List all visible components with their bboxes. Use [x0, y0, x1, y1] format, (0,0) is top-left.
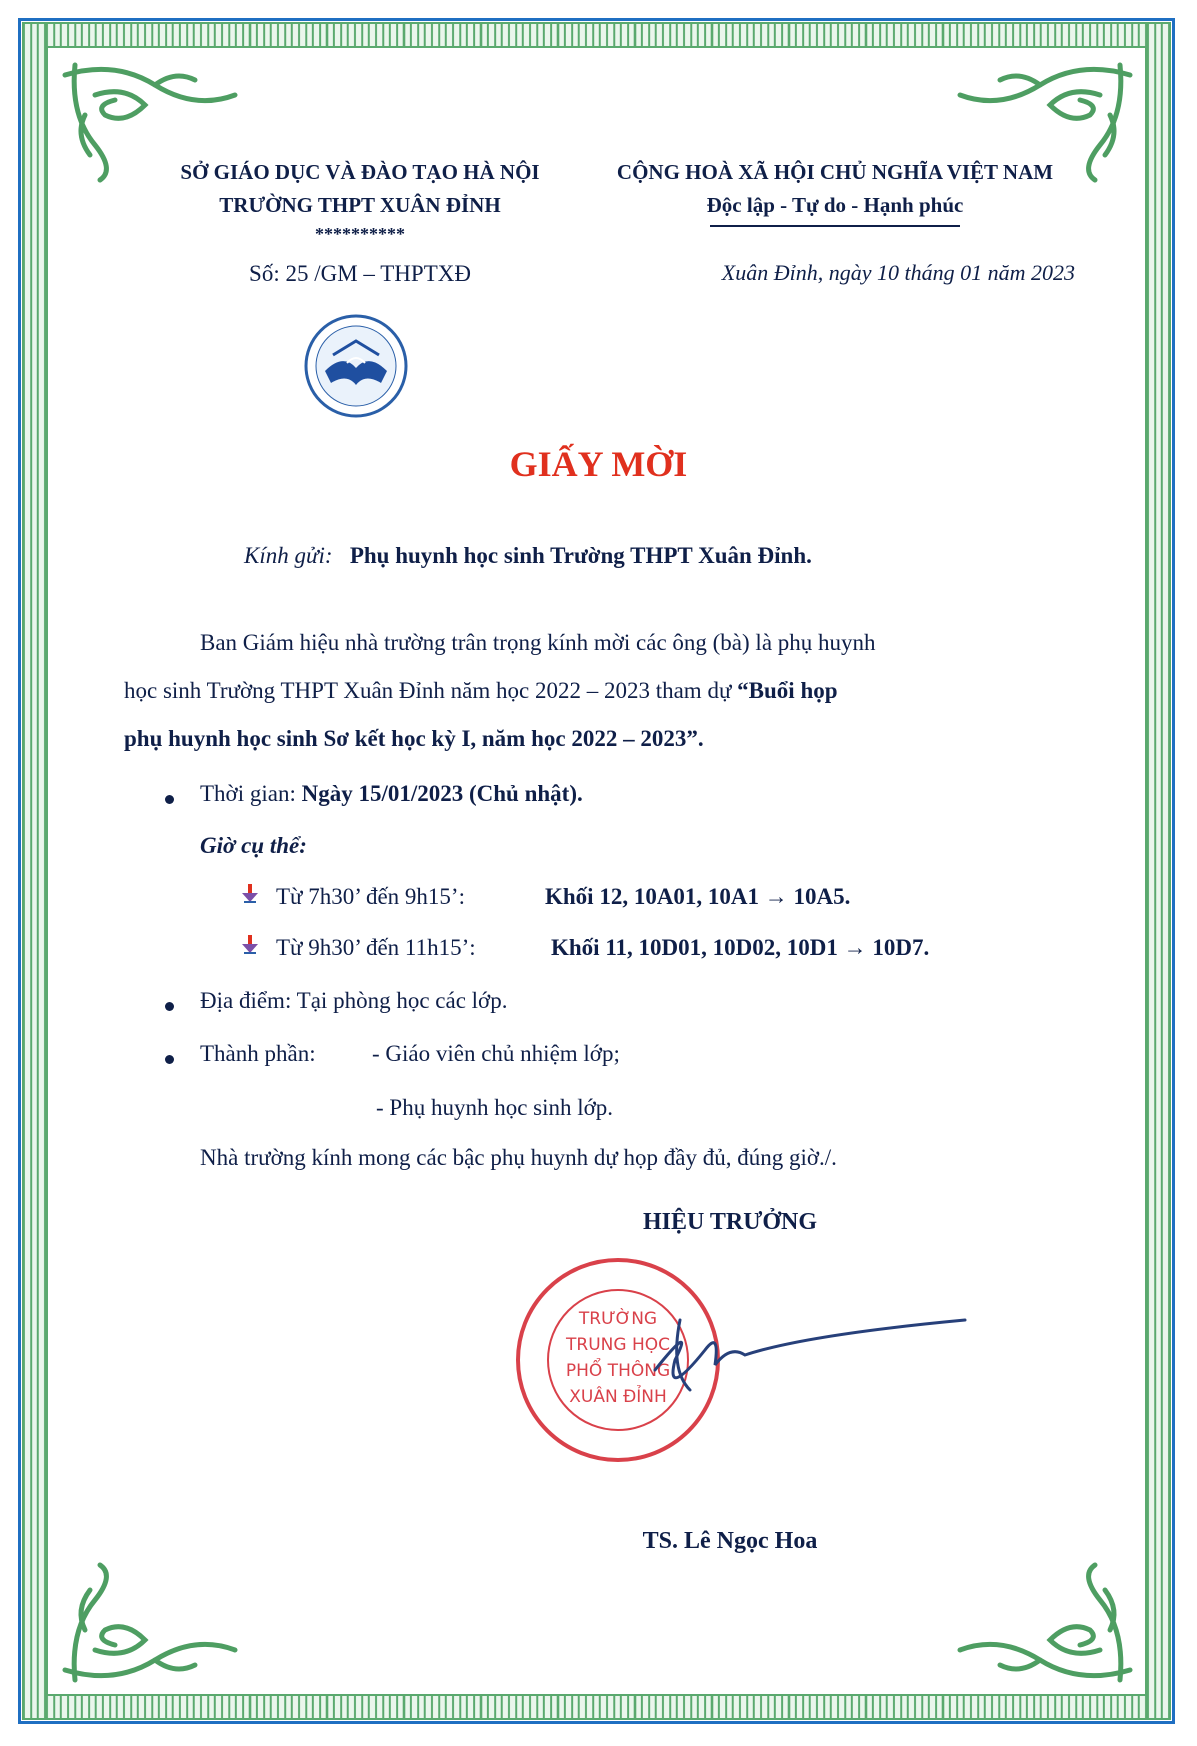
time-detail-label: Giờ cụ thể: — [200, 833, 307, 858]
header-stars: ********** — [315, 224, 405, 244]
country-name: CỘNG HOÀ XÃ HỘI CHỦ NGHĨA VIỆT NAM — [616, 160, 1054, 184]
place-date: Xuân Đỉnh, ngày 10 tháng 01 năm 2023 — [721, 260, 1075, 285]
participant-item-2: - Phụ huynh học sinh lớp. — [376, 1095, 614, 1120]
slot-2-classes: Khối 11, 10D01, 10D02, 10D1 → 10D7. — [551, 935, 930, 960]
location-line: Địa điểm: Tại phòng học các lớp. — [200, 988, 508, 1013]
recipient-value: Phụ huynh học sinh Trường THPT Xuân Đỉnh. — [349, 543, 812, 568]
school-logo-icon — [303, 313, 409, 419]
motto-underline — [710, 225, 960, 227]
signer-name: TS. Lê Ngọc Hoa — [642, 1528, 818, 1554]
bullet-icon — [165, 795, 174, 804]
stamp-line-3: PHỔ THÔNG — [565, 1361, 671, 1381]
official-stamp-signature — [505, 1250, 975, 1480]
corner-ornament-bottom-left — [55, 1560, 255, 1690]
arrow-down-icon — [240, 884, 260, 904]
bullet-icon — [165, 1055, 174, 1064]
time-value: Ngày 15/01/2023 (Chủ nhật). — [301, 781, 583, 806]
national-motto: Độc lập - Tự do - Hạnh phúc — [706, 193, 964, 217]
recipient-label: Kính gửi: — [244, 543, 333, 568]
arrow-down-icon — [240, 935, 260, 955]
department-name: SỞ GIÁO DỤC VÀ ĐÀO TẠO HÀ NỘI — [180, 160, 540, 184]
stamp-line-4: XUÂN ĐỈNH — [569, 1387, 667, 1407]
bullet-icon — [165, 1002, 174, 1011]
document-title: GIẤY MỜI — [509, 444, 688, 484]
time-label: Thời gian: — [200, 781, 302, 806]
document-number: Số: 25 /GM – THPTXĐ — [249, 261, 471, 286]
body-line-2-text: học sinh Trường THPT Xuân Đỉnh năm học 2022 – 2023 tham dự — [124, 678, 738, 703]
slot-2-time: Từ 9h30’ đến 11h15’: — [276, 935, 476, 960]
stamp-line-1: TRƯỜNG — [578, 1309, 658, 1329]
slot-1-time: Từ 7h30’ đến 9h15’: — [276, 884, 465, 909]
stamp-line-2: TRUNG HỌC — [566, 1335, 670, 1355]
school-name: TRƯỜNG THPT XUÂN ĐỈNH — [219, 193, 501, 217]
slot-1-classes: Khối 12, 10A01, 10A1 → 10A5. — [545, 884, 851, 909]
recipient-line — [244, 543, 812, 569]
time-line — [200, 781, 583, 807]
corner-ornament-bottom-right — [940, 1560, 1140, 1690]
body-line-2 — [124, 678, 838, 704]
body-line-3: phụ huynh học sinh Sơ kết học kỳ I, năm học 2022 – 2023”. — [124, 726, 704, 751]
signer-role: HIỆU TRƯỞNG — [642, 1209, 818, 1235]
participants-label: Thành phần: — [200, 1041, 316, 1066]
closing-line: Nhà trường kính mong các bậc phụ huynh dự họp đầy đủ, đúng giờ./. — [200, 1145, 837, 1170]
participant-item-1: - Giáo viên chủ nhiệm lớp; — [372, 1041, 620, 1066]
body-line-1: Ban Giám hiệu nhà trường trân trọng kính mời các ông (bà) là phụ huynh — [200, 630, 876, 655]
body-line-2-bold: “Buổi họp — [737, 678, 838, 703]
